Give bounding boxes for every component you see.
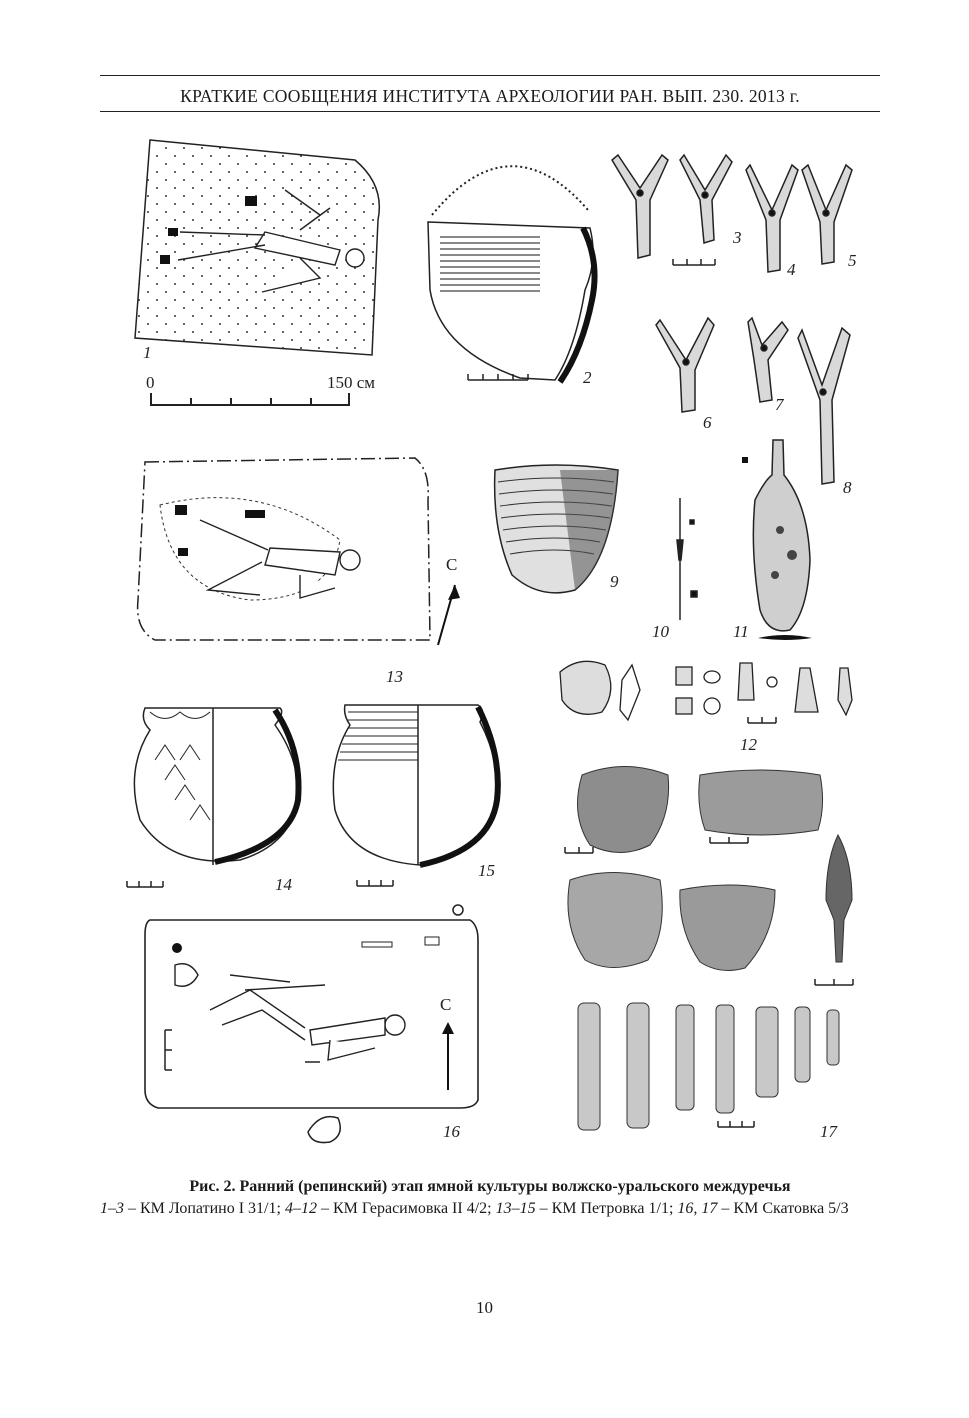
figure-label-6: 6: [703, 413, 712, 432]
burial-plan-16: [145, 905, 478, 1143]
figure-label-11: 11: [733, 622, 749, 641]
figure-label-17: 17: [820, 1122, 837, 1141]
caption-body: [100, 1198, 880, 1220]
figure-label-3: 3: [733, 228, 742, 247]
bone-hooks: [612, 155, 852, 484]
figure-label-2: 2: [583, 368, 592, 387]
burial-plan-1: [135, 140, 379, 355]
awl-10: [677, 498, 697, 620]
north-label-13: С: [446, 555, 458, 574]
pot-14: [127, 708, 299, 887]
figure-label-15: 15: [478, 861, 495, 880]
caption-site-4: – КМ Скатовка 5/3: [717, 1200, 849, 1217]
scale-bar: [146, 373, 375, 405]
caption-range-2: 4–12: [284, 1200, 317, 1217]
small-finds-12: [560, 661, 852, 720]
figure-caption: [100, 1176, 880, 1220]
caption-site-2: – КМ Герасимовка II 4/2;: [316, 1200, 496, 1217]
figure-label-13: 13: [386, 667, 403, 686]
page-number: 10: [476, 1298, 493, 1317]
pot-9: [495, 465, 618, 593]
figure-label-12: 12: [740, 735, 757, 754]
journal-header: КРАТКИЕ СООБЩЕНИЯ ИНСТИТУТА АРХЕОЛОГИИ РАН. ВЫП. 230. 2013 г.: [180, 86, 800, 106]
pot-2: [428, 166, 595, 382]
caption-range-1: 1–3: [100, 1200, 124, 1217]
scale-start: 0: [146, 373, 155, 392]
burial-plan-13: [138, 458, 460, 645]
figure-label-14: 14: [275, 875, 292, 894]
figure-label-9: 9: [610, 572, 619, 591]
figure-label-10: 10: [652, 622, 669, 641]
caption-site-1: – КМ Лопатино I 31/1;: [124, 1200, 285, 1217]
blade-11: [742, 440, 812, 640]
caption-range-3: 13–15: [495, 1200, 536, 1217]
figure-label-1: 1: [143, 343, 152, 362]
figure-label-7: 7: [775, 395, 784, 414]
figure-label-8: 8: [843, 478, 852, 497]
caption-title: Рис. 2. Ранний (репинский) этап ямной культуры волжско-уральского междуречья: [189, 1178, 791, 1195]
caption-range-4: 16, 17: [677, 1200, 718, 1217]
caption-site-3: – КМ Петровка 1/1;: [535, 1200, 678, 1217]
pot-15: [333, 705, 498, 886]
figure-label-4: 4: [787, 260, 796, 279]
artifact-photos: [568, 767, 852, 971]
figure-label-5: 5: [848, 251, 857, 270]
bone-tubes-17: [578, 1003, 839, 1130]
north-label-16: С: [440, 995, 452, 1014]
figure-label-16: 16: [443, 1122, 460, 1141]
scale-end: 150 см: [327, 373, 376, 392]
